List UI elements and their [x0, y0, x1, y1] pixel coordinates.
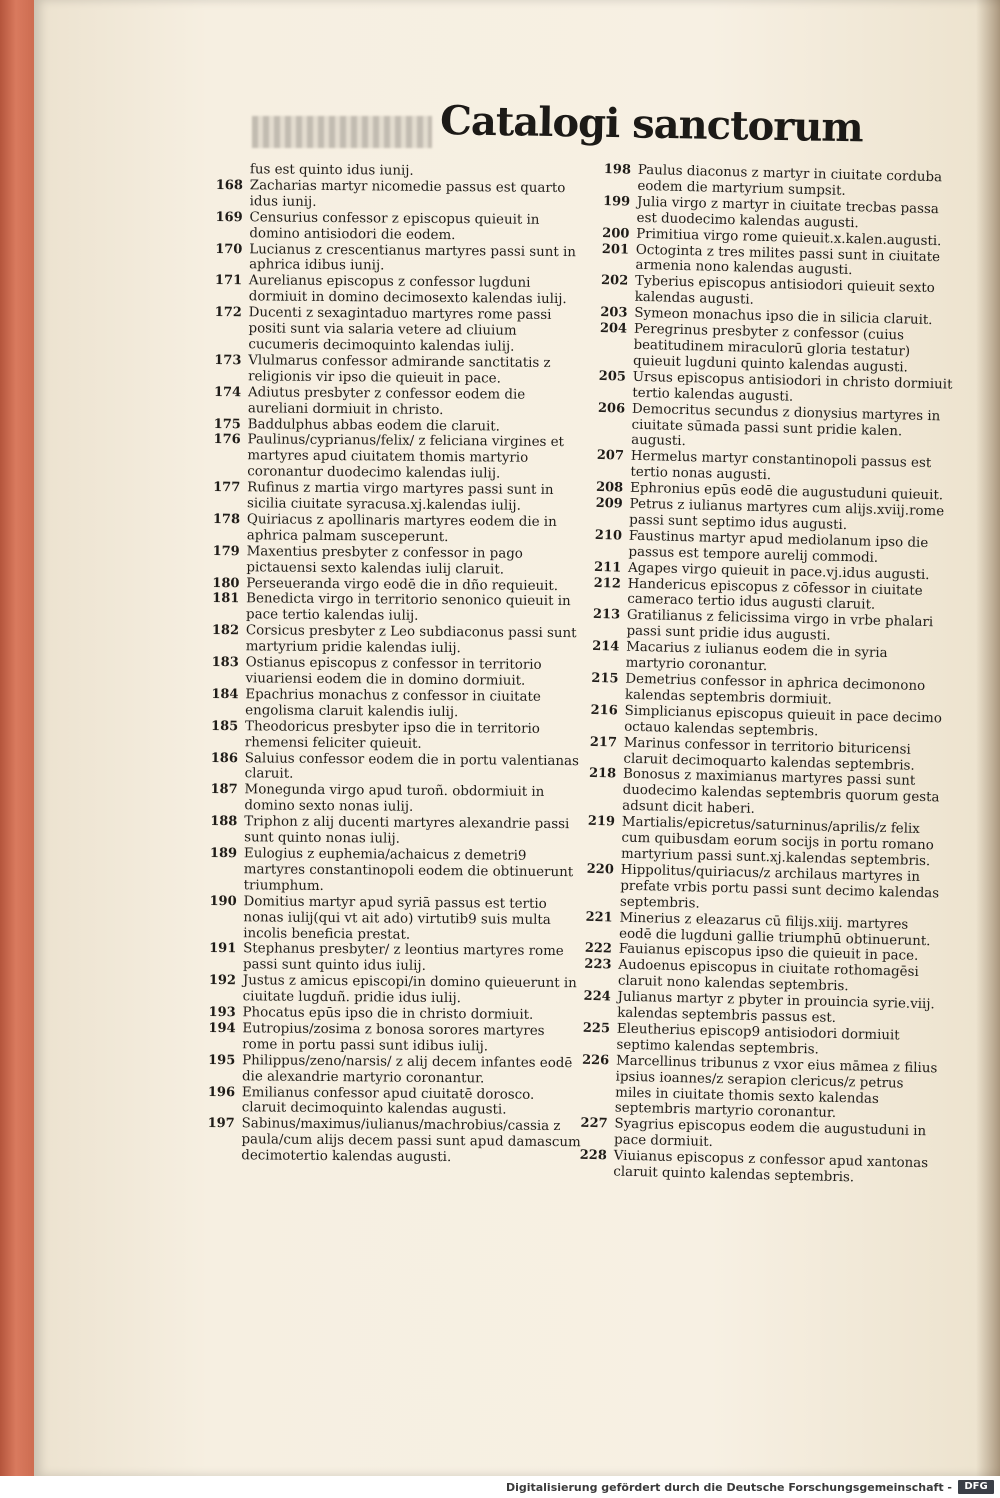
entry-number: 184 [211, 686, 239, 703]
entry-text: Julia virgo z martyr in ciuitate trecbas passa est duodecimo kalendas augusti. [636, 194, 940, 231]
entry-number: 191 [209, 941, 237, 957]
entry-number: 205 [598, 368, 627, 385]
entry-text: Censurius confessor z episcopus quieuit in domino antisiodori die eodem. [249, 210, 540, 243]
catalog-entry [210, 814, 585, 849]
catalog-entry [214, 353, 589, 388]
entry-number: 224 [583, 988, 611, 1005]
catalog-entry [213, 512, 588, 547]
entry-number: 200 [602, 225, 630, 242]
catalog-entry [214, 385, 589, 420]
entry-number: 169 [215, 209, 243, 225]
entry-text: Octoginta z tres milites passi sunt in ciuitate armenia nono kalendas augusti. [635, 242, 941, 279]
entry-number: 209 [595, 495, 623, 512]
entry-text: Primitiua virgo rome quieuit.x.kalen.augusti. [636, 226, 942, 249]
entry-number: 168 [215, 177, 244, 194]
entry-number: 216 [590, 702, 618, 719]
entry-number: 222 [584, 941, 613, 957]
entry-text: Democritus secundus z dionysius martyres in ciuitate sūmada passi sunt pridie kalen. augusti. [631, 401, 941, 450]
entry-text: Quiriacus z apollinaris martyres eodem die in aphrica palmam susceperunt. [246, 512, 557, 545]
entry-text: Macarius z iulianus eodem die in syria martyrio coronantur. [625, 639, 888, 675]
entry-text: Ephronius epūs eodē die augustuduni quieuit. [629, 480, 944, 504]
entry-text: Hermelus martyr constantinopoli passus est tertio nonas augusti. [630, 449, 932, 484]
entry-number: 221 [585, 909, 613, 926]
entry-text: Phocatus epūs ipso die in christo dormiuit. [242, 1005, 534, 1023]
entry-number: 225 [582, 1020, 611, 1037]
entry-text: Simplicianus episcopus quieuit in pace decimo octauo kalendas septembris. [624, 703, 943, 740]
entry-number: 196 [207, 1084, 236, 1100]
entry-number: 175 [213, 416, 241, 432]
entry-number: 192 [208, 973, 237, 989]
entry-text: Philippus/zeno/narsis/ z alij decem infantes eodē die alexandrie martyrio coronantur. [241, 1053, 573, 1087]
entry-number: 203 [600, 305, 628, 321]
funding-credit: Digitalisierung gefördert durch die Deutsche Forschungsgemeinschaft - [505, 1481, 952, 1494]
entry-text: Julianus martyr z pbyter in prouincia syrie.viij. kalendas septembris passus est. [617, 989, 935, 1026]
entry-text: Fauianus episcopus ipso die quieuit in pace. [618, 942, 919, 965]
entry-number: 226 [581, 1052, 610, 1069]
entry-text: Faustinus martyr apud mediolanum ipso die passus est tempore aurelij commodi. [628, 528, 929, 566]
catalog-entry [211, 655, 586, 690]
catalog-entry [211, 751, 586, 786]
entry-text: Marcellinus tribunus z vxor eius māmea z filius ipsius ioannes/z serapion clericus/z petrus miles in ciuitate thomis sexto kalendas septembris martyrio coronantur. [614, 1053, 938, 1122]
left-column [207, 162, 591, 1167]
catalog-entry [216, 178, 591, 213]
catalog-entry [210, 782, 585, 817]
entry-text: Gratilianus z felicissima virgo in vrbe phalari passi sunt pridie idus augusti. [626, 608, 934, 644]
entry-text: Marinus confessor in territorio bituricensi claruit decimoquarto kalendas septembris. [623, 735, 915, 774]
entry-number: 198 [603, 162, 632, 178]
right-entries [579, 162, 962, 1188]
catalog-entry [586, 862, 945, 918]
dfg-logo[interactable]: DFG [958, 1480, 994, 1494]
entry-text: Syagrius episcopus eodem die augustuduni in pace dormiuit. [613, 1116, 927, 1151]
entry-number: 190 [209, 893, 237, 909]
catalog-entry [215, 210, 590, 245]
entry-text: Eleutherius episcop9 antisiodori dormiuit septimo kalendas septembris. [616, 1021, 900, 1058]
entry-text: Petrus z iulianus martyres cum alijs.xviij.rome passi sunt septimo idus augusti. [629, 496, 945, 533]
catalog-entry [581, 1052, 940, 1124]
entry-text: Ursus episcopus antisiodori in christo dormiuit tertio kalendas augusti. [632, 369, 953, 405]
entry-number: 212 [593, 575, 622, 592]
entry-text: Hippolitus/quiriacus/z archilaus martyres in prefate vrbis portu passi sunt decimo kalendas septembris. [619, 862, 940, 912]
entry-text: Demetrius confessor in aphrica decimonono kalendas septembris dormiuit. [624, 671, 926, 708]
entry-text: Aurelianus episcopus z confessor lugduni dormiuit in domino decimosexto kalendas iulij. [248, 273, 567, 308]
catalog-entry [208, 1085, 583, 1120]
entry-number: 202 [600, 273, 629, 289]
entry-text: Bonosus z maximianus martyres passi sunt duodecimo kalendas septembris quorum gesta adsunt dicit haberi. [622, 767, 940, 818]
entry-number: 207 [596, 448, 625, 464]
entry-number: 210 [594, 527, 623, 544]
catalog-entry [212, 623, 587, 658]
entry-text: Viuianus episcopus z confessor apud xantonas claruit quinto kalendas septembris. [613, 1148, 929, 1186]
entry-number: 217 [589, 734, 618, 751]
catalog-entry [212, 544, 587, 579]
entry-text: Emilianus confessor apud ciuitatē dorosco. claruit decimoquinto kalendas augusti. [241, 1084, 535, 1119]
entry-number: 228 [579, 1147, 608, 1164]
right-column [579, 162, 962, 1188]
entry-text: Perseueranda virgo eodē die in dño requieuit. [246, 575, 559, 594]
entry-number: 186 [210, 750, 239, 766]
entry-text: Paulinus/cyprianus/felix/ z feliciana virgines et martyres apud ciuitatem thomis martyrio coronantur duodecimo kalendas iulij. [247, 432, 565, 482]
entry-text: Saluius confessor eodem die in portu valentianas claruit. [244, 750, 579, 783]
entry-number: 223 [584, 957, 612, 973]
catalog-entry [588, 766, 947, 822]
entry-text: Domitius martyr apud syriā passus est tertio nonas iulij(qui vt ait ado) virtutib9 suis multa incolis beneficia prestat. [243, 893, 551, 943]
entry-number: 213 [592, 607, 621, 623]
entry-number: 215 [591, 670, 619, 687]
entry-number: 180 [212, 575, 240, 591]
entry-number: 179 [212, 543, 240, 559]
entry-number: 171 [214, 273, 243, 289]
entry-number: 204 [599, 321, 628, 337]
catalog-entry [209, 973, 584, 1008]
entry-number: 181 [212, 591, 240, 607]
entry-text: Minerius z eleazarus cū filijs.xiij. martyres eodē die lugduni gallie triumphū obtinuerunt. [618, 910, 931, 949]
catalog-entry [208, 1053, 583, 1088]
entry-number: 185 [211, 718, 239, 734]
entry-number: 193 [208, 1004, 236, 1021]
entry-number: 176 [213, 432, 241, 448]
entry-text: Theodoricus presbyter ipso die in territorio rhemensi feliciter quieuit. [244, 718, 540, 752]
footer [0, 1476, 1000, 1498]
entry-number: 208 [595, 480, 624, 496]
entry-number: 227 [580, 1116, 608, 1132]
catalog-entry [214, 305, 589, 356]
entry-number: 173 [214, 352, 242, 369]
gutter-shadow [976, 0, 1000, 1476]
entry-text: Stephanus presbyter/ z leontius martyres rome passi sunt quinto idus iulij. [242, 941, 564, 975]
catalog-entry [211, 719, 586, 754]
catalog-entry [207, 1116, 582, 1167]
entry-number: 182 [211, 623, 240, 639]
continuation-line: fus est quinto idus iunij. [249, 162, 414, 179]
entry-number: 206 [597, 400, 626, 417]
catalog-entry [209, 894, 584, 945]
entry-number: 197 [207, 1116, 235, 1132]
catalog-entry [587, 814, 946, 870]
catalog-entry [215, 242, 590, 277]
entry-text: Paulus diaconus z martyr in ciuitate corduba eodem die martyrium sumpsit. [637, 162, 943, 199]
catalog-entry [213, 480, 588, 515]
entry-text: Baddulphus abbas eodem die claruit. [247, 416, 501, 434]
entry-number: 183 [211, 655, 239, 671]
entry-text: Eulogius z euphemia/achaicus z demetri9 martyres constantinopoli eodem die obtinuerunt triumphum. [243, 846, 574, 894]
entry-text: Justus z amicus episcopi/in domino quieuerunt in ciuitate lugduñ. pridie idus iulij. [242, 973, 577, 1007]
entry-text: Corsicus presbyter z Leo subdiaconus passi sunt martyrium pridie kalendas iulij. [245, 623, 577, 657]
entry-text: Maxentius presbyter z confessor in pago pictauensi sexto kalendas iulij claruit. [246, 544, 523, 578]
entry-number: 187 [210, 782, 238, 798]
entry-text: Handericus episcopus z cōfessor in ciuitate cameraco tertio idus augusti claruit. [627, 576, 923, 614]
catalog-entry [215, 273, 590, 308]
entry-number: 188 [210, 814, 238, 830]
entry-number: 219 [587, 813, 616, 830]
entry-number: 177 [213, 480, 241, 496]
entry-text: Eutropius/zosima z bonosa sorores martyres rome in portu passi sunt idibus iulij. [242, 1021, 545, 1055]
catalog-entry [599, 321, 958, 377]
running-head: Catalogi sanctorum [439, 97, 864, 152]
entry-text: Symeon monachus ipso die in silicia claruit. [634, 305, 933, 329]
entry-text: Ostianus episcopus z confessor in territorio viuariensi eodem die in domino dormiuit. [245, 655, 542, 689]
entry-text: Ducenti z sexagintaduo martyres rome passi positi sunt via salaria vetere ad cliuium cucumeris decimoquinto kalendas iulij. [248, 305, 552, 355]
entry-number: 201 [601, 241, 630, 258]
entry-number: 172 [214, 305, 242, 321]
catalog-entry [211, 687, 586, 722]
entry-text: Rufinus z martia virgo martyres passi sunt in sicilia ciuitate syracusa.xj.kalendas iulij. [246, 480, 554, 514]
catalog-entry [212, 591, 587, 626]
entry-text: Agapes virgo quieuit in pace.vj.idus augusti. [627, 560, 930, 583]
entry-number: 189 [209, 845, 238, 862]
catalog-entry [210, 846, 585, 897]
entry-text: Zacharias martyr nicomedie passus est quarto idus iunij. [249, 178, 566, 210]
entry-number: 211 [593, 559, 622, 576]
entry-text: Peregrinus presbyter z confessor (cuius beatitudinem miraculorū gloria testatur) quieuit lugduni quinto kalendas augusti. [632, 321, 911, 376]
catalog-entry [213, 432, 588, 483]
entry-number: 194 [208, 1020, 236, 1037]
entry-number: 199 [602, 193, 631, 210]
left-entries [207, 178, 591, 1167]
entry-text: Martialis/epicretus/saturninus/aprilis/z felix cum quibusdam eorum socijs in portu romano martyrium passi sunt.xj.kalendas septembris. [620, 814, 934, 870]
entry-text: Monegunda virgo apud turoñ. obdormiuit in domino sexto nonas iulij. [244, 782, 545, 815]
entry-number: 174 [213, 384, 242, 400]
entry-text: Epachrius monachus z confessor in ciuitate engolisma claruit kalendis iulij. [245, 687, 541, 720]
entry-text: Vlulmarus confessor admirande sanctitatis z religionis vir ipso die quieuit in pace. [248, 353, 551, 387]
catalog-entry [597, 401, 956, 457]
entry-number: 220 [586, 861, 615, 878]
entry-text: Audoenus episcopus in ciuitate rothomagēsi claruit nono kalendas septembris. [617, 957, 919, 995]
entry-text: Tyberius episcopus antisiodori quieuit sexto kalendas augusti. [634, 274, 935, 308]
entry-number: 218 [588, 766, 617, 782]
catalog-entry [209, 941, 584, 976]
show-through-ink [252, 116, 432, 148]
entry-text: Lucianus z crescentianus martyres passi sunt in aphrica idibus iunij. [249, 241, 577, 274]
entry-text: Sabinus/maximus/iulianus/machrobius/cassia z paula/cum alijs decem passi sunt apud damascum decimotertio kalendas augusti. [241, 1116, 581, 1166]
entry-text: Adiutus presbyter z confessor eodem die aureliani dormiuit in christo. [247, 384, 526, 418]
catalog-entry [208, 1021, 583, 1056]
entry-number: 214 [591, 639, 620, 655]
entry-text: Triphon z alij ducenti martyres alexandrie passi sunt quinto nonas iulij. [244, 814, 570, 847]
entry-text: Benedicta virgo in territorio senonico quieuit in pace tertio kalendas iulij. [245, 591, 571, 625]
entry-number: 178 [212, 511, 241, 528]
entry-number: 170 [215, 241, 243, 257]
entry-number: 195 [208, 1052, 236, 1068]
